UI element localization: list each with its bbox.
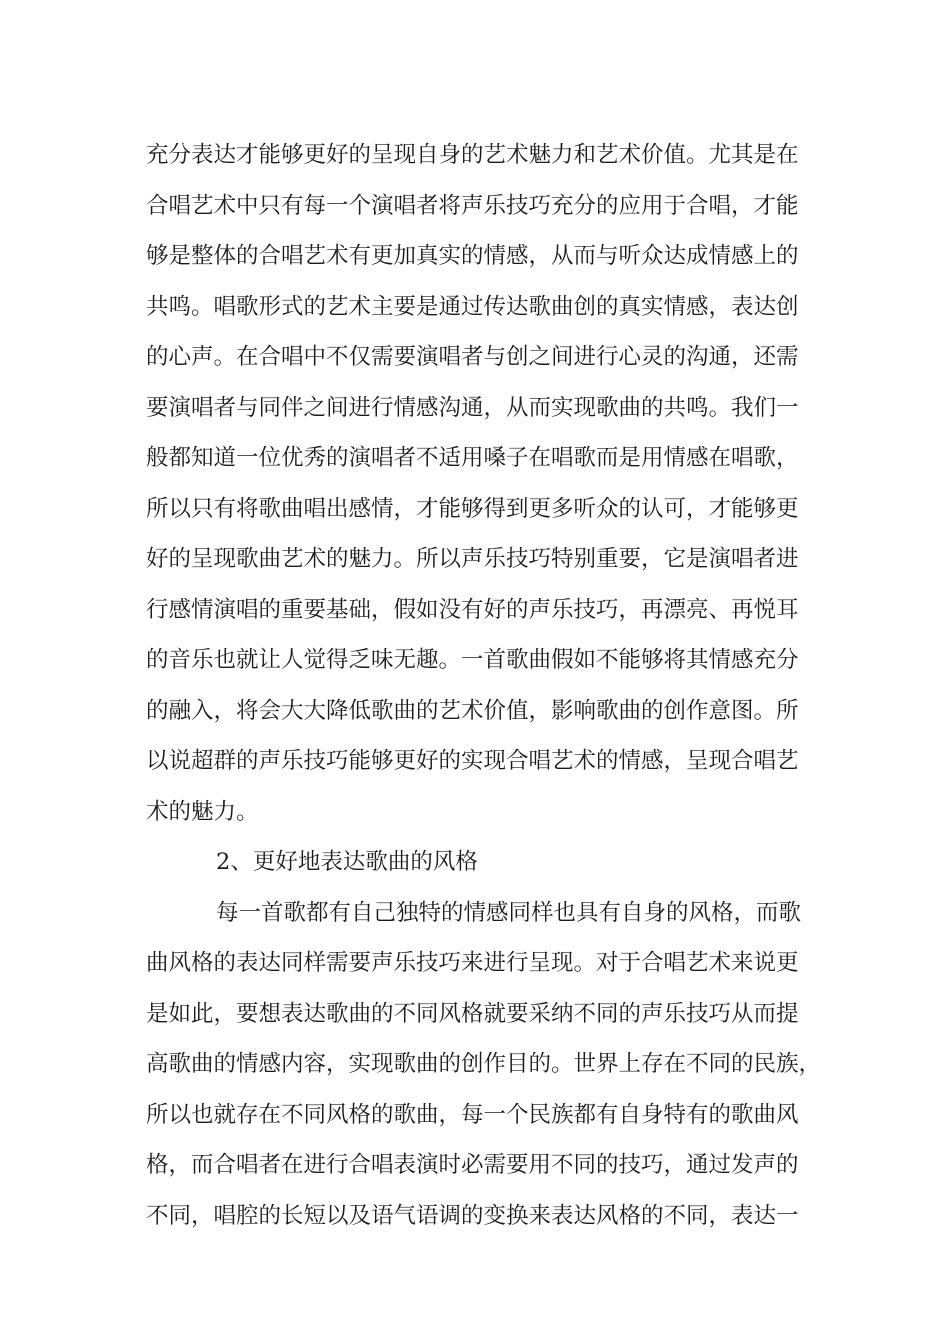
text-line: 充分表达才能够更好的呈现自身的艺术魅力和艺术价值。尤其是在 — [146, 142, 799, 168]
text-line: 合唱艺术中只有每一个演唱者将声乐技巧充分的应用于合唱，才能 — [146, 192, 799, 219]
text-line: 所以只有将歌曲唱出感情，才能够得到更多听众的认可，才能够更 — [146, 495, 799, 522]
text-line: 术的魅力。 — [146, 798, 259, 825]
text-line: 要演唱者与同伴之间进行情感沟通，从而实现歌曲的共鸣。我们一 — [146, 394, 799, 421]
text-line: 的音乐也就让人觉得乏味无趣。一首歌曲假如不能够将其情感充分 — [146, 647, 799, 673]
text-line: 共鸣。唱歌形式的艺术主要是通过传达歌曲创的真实情感，表达创 — [146, 293, 799, 320]
text-line: 的融入，将会大大降低歌曲的艺术价值，影响歌曲的创作意图。所 — [146, 697, 799, 724]
text-line: 的心声。在合唱中不仅需要演唱者与创之间进行心灵的沟通，还需 — [146, 344, 799, 370]
text-line: 高歌曲的情感内容，实现歌曲的创作目的。世界上存在不同的民族， — [146, 1051, 822, 1077]
text-line: 是如此，要想表达歌曲的不同风格就要采纳不同的声乐技巧从而提 — [146, 1000, 799, 1027]
text-line: 够是整体的合唱艺术有更加真实的情感，从而与听众达成情感上的 — [146, 243, 799, 269]
text-line: 曲风格的表达同样需要声乐技巧来进行呈现。对于合唱艺术来说更 — [146, 950, 799, 976]
body-text — [146, 130, 822, 1241]
paragraph-2 — [146, 888, 822, 1242]
text-line: 般都知道一位优秀的演唱者不适用嗓子在唱歌而是用情感在唱歌， — [146, 445, 799, 471]
paragraph-1 — [146, 130, 816, 837]
text-line: 每一首歌都有自己独特的情感同样也具有自身的风格，而歌 — [216, 899, 802, 926]
text-line: 格，而合唱者在进行合唱表演时必需要用不同的技巧，通过发声的 — [146, 1152, 799, 1178]
text-line: 所以也就存在不同风格的歌曲，每一个民族都有自身特有的歌曲风 — [146, 1101, 799, 1128]
section-heading: 2、更好地表达歌曲的风格 — [216, 849, 478, 875]
text-line: 好的呈现歌曲艺术的魅力。所以声乐技巧特别重要，它是演唱者进 — [146, 546, 799, 572]
text-line: 以说超群的声乐技巧能够更好的实现合唱艺术的情感，呈现合唱艺 — [146, 748, 799, 774]
text-line: 行感情演唱的重要基础，假如没有好的声乐技巧，再漂亮、再悦耳 — [146, 596, 799, 623]
text-line: 不同，唱腔的长短以及语气语调的变换来表达风格的不同，表达一 — [146, 1202, 799, 1229]
